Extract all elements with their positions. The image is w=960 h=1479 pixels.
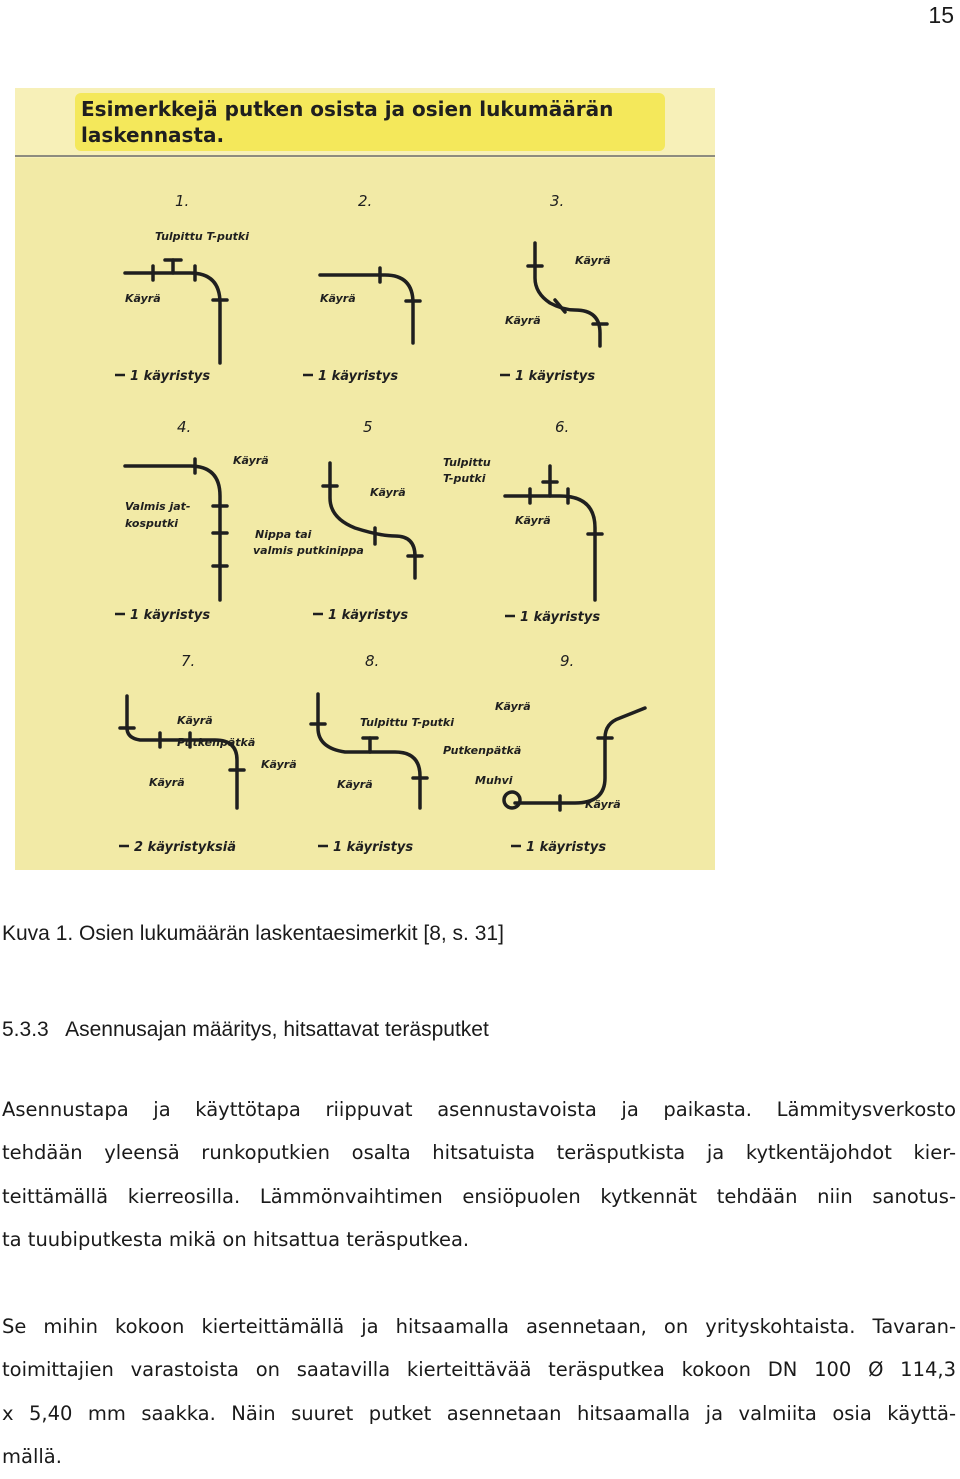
label-6-tee-1: Tulpittu (443, 456, 491, 469)
diagram-5 (323, 463, 422, 578)
figure-pipe-examples (15, 88, 715, 870)
diagram-2-number: 2. (358, 192, 373, 210)
paragraph-1-line: ta tuubiputkesta mikä on hitsattua teräsputkea. (2, 1227, 470, 1251)
label-8-bend: Käyrä (337, 778, 373, 791)
label-1-tee: Tulpittu T-putki (155, 230, 250, 243)
diagram-9-count: 1 käyristys (526, 840, 607, 855)
label-9-bend-bottom: Käyrä (585, 798, 621, 811)
diagram-8-count: 1 käyristys (333, 840, 414, 855)
section-heading (2, 1018, 489, 1042)
section-title: Asennusajan määritys, hitsattavat teräsputket (65, 1018, 489, 1041)
diagram-5-count: 1 käyristys (328, 608, 409, 623)
label-6-tee-2: T-putki (443, 472, 486, 485)
diagram-8-number: 8. (365, 652, 380, 670)
label-3-bend-bottom: Käyrä (505, 314, 541, 327)
diagram-3-count: 1 käyristys (515, 369, 596, 384)
diagram-4-count: 1 käyristys (130, 608, 211, 623)
label-3-bend-top: Käyrä (575, 254, 611, 267)
diagram-4-number: 4. (177, 418, 192, 436)
figure-title-line1: Esimerkkejä putken osista ja osien lukumäärän (81, 97, 614, 121)
label-2-bend: Käyrä (320, 292, 356, 305)
paragraph-2-line: mällä. (2, 1444, 62, 1468)
diagram-9-number: 9. (560, 652, 575, 670)
label-4-bend: Käyrä (233, 454, 269, 467)
diagram-1-number: 1. (175, 192, 190, 210)
paragraph-2-line: toimittajien varastoista on saatavilla kierteittävää teräsputkea kokoon DN 100 Ø 114,3 (2, 1358, 956, 1382)
paragraph-1-line: Asennustapa ja käyttötapa riippuvat asennustavoista ja paikasta. Lämmitysverkosto (2, 1098, 956, 1121)
label-5-nipple-1: Nippa tai (255, 528, 312, 541)
label-7-pipe-piece: Putkenpätkä (177, 736, 256, 749)
label-5-bend: Käyrä (370, 486, 406, 499)
paragraph-2-line: Se mihin kokoon kierteittämällä ja hitsaamalla asennetaan, on yrityskohtaista. Tavaran- (2, 1315, 956, 1338)
diagram-7 (120, 696, 244, 808)
label-6-bend: Käyrä (515, 514, 551, 527)
paragraph-2 (2, 1305, 956, 1478)
label-4-extension-1: Valmis jat- (125, 500, 191, 513)
diagram-1-count: 1 käyristys (130, 369, 211, 384)
diagram-2 (320, 268, 420, 343)
diagram-7-number: 7. (181, 652, 196, 670)
diagram-6 (505, 466, 602, 600)
diagram-7-count: 2 käyristyksiä (134, 840, 236, 855)
paragraph-1-line: tehdään yleensä runkoputkien osalta hitsatuista teräsputkista ja kytkentäjohdot kier- (2, 1141, 956, 1165)
label-7-bend-3: Käyrä (149, 776, 185, 789)
diagram-2-count: 1 käyristys (318, 369, 399, 384)
label-9-bend-top: Käyrä (495, 700, 531, 713)
diagram-9 (504, 708, 645, 810)
diagram-6-count: 1 käyristys (520, 610, 601, 625)
section-number: 5.3.3 (2, 1018, 49, 1041)
label-9-sleeve: Muhvi (475, 774, 513, 787)
paragraph-1 (2, 1088, 956, 1261)
label-5-nipple-2: valmis putkinippa (253, 544, 364, 557)
page-number: 15 (928, 2, 954, 28)
paragraph-1-line: teittämällä kierreosilla. Lämmönvaihtimen ensiöpuolen kytkennät tehdään niin sanotus- (2, 1184, 956, 1208)
figure-caption: Kuva 1. Osien lukumäärän laskentaesimerkit [8, s. 31] (2, 922, 504, 945)
label-8-tee: Tulpittu T-putki (360, 716, 455, 729)
label-7-bend-2: Käyrä (261, 758, 297, 771)
label-1-bend: Käyrä (125, 292, 161, 305)
diagram-1 (125, 260, 227, 363)
label-4-extension-2: kosputki (125, 517, 179, 530)
label-7-bend-1: Käyrä (177, 714, 213, 727)
diagram-6-number: 6. (555, 418, 570, 436)
paragraph-2-line: x 5,40 mm saakka. Näin suuret putket asennetaan hitsaamalla ja valmiita osia käyttä- (2, 1401, 956, 1425)
label-9-pipe-piece: Putkenpätkä (443, 744, 522, 757)
figure-title-line2: laskennasta. (81, 123, 225, 147)
diagram-3-number: 3. (550, 192, 565, 210)
diagram-5-number: 5 (363, 418, 373, 436)
